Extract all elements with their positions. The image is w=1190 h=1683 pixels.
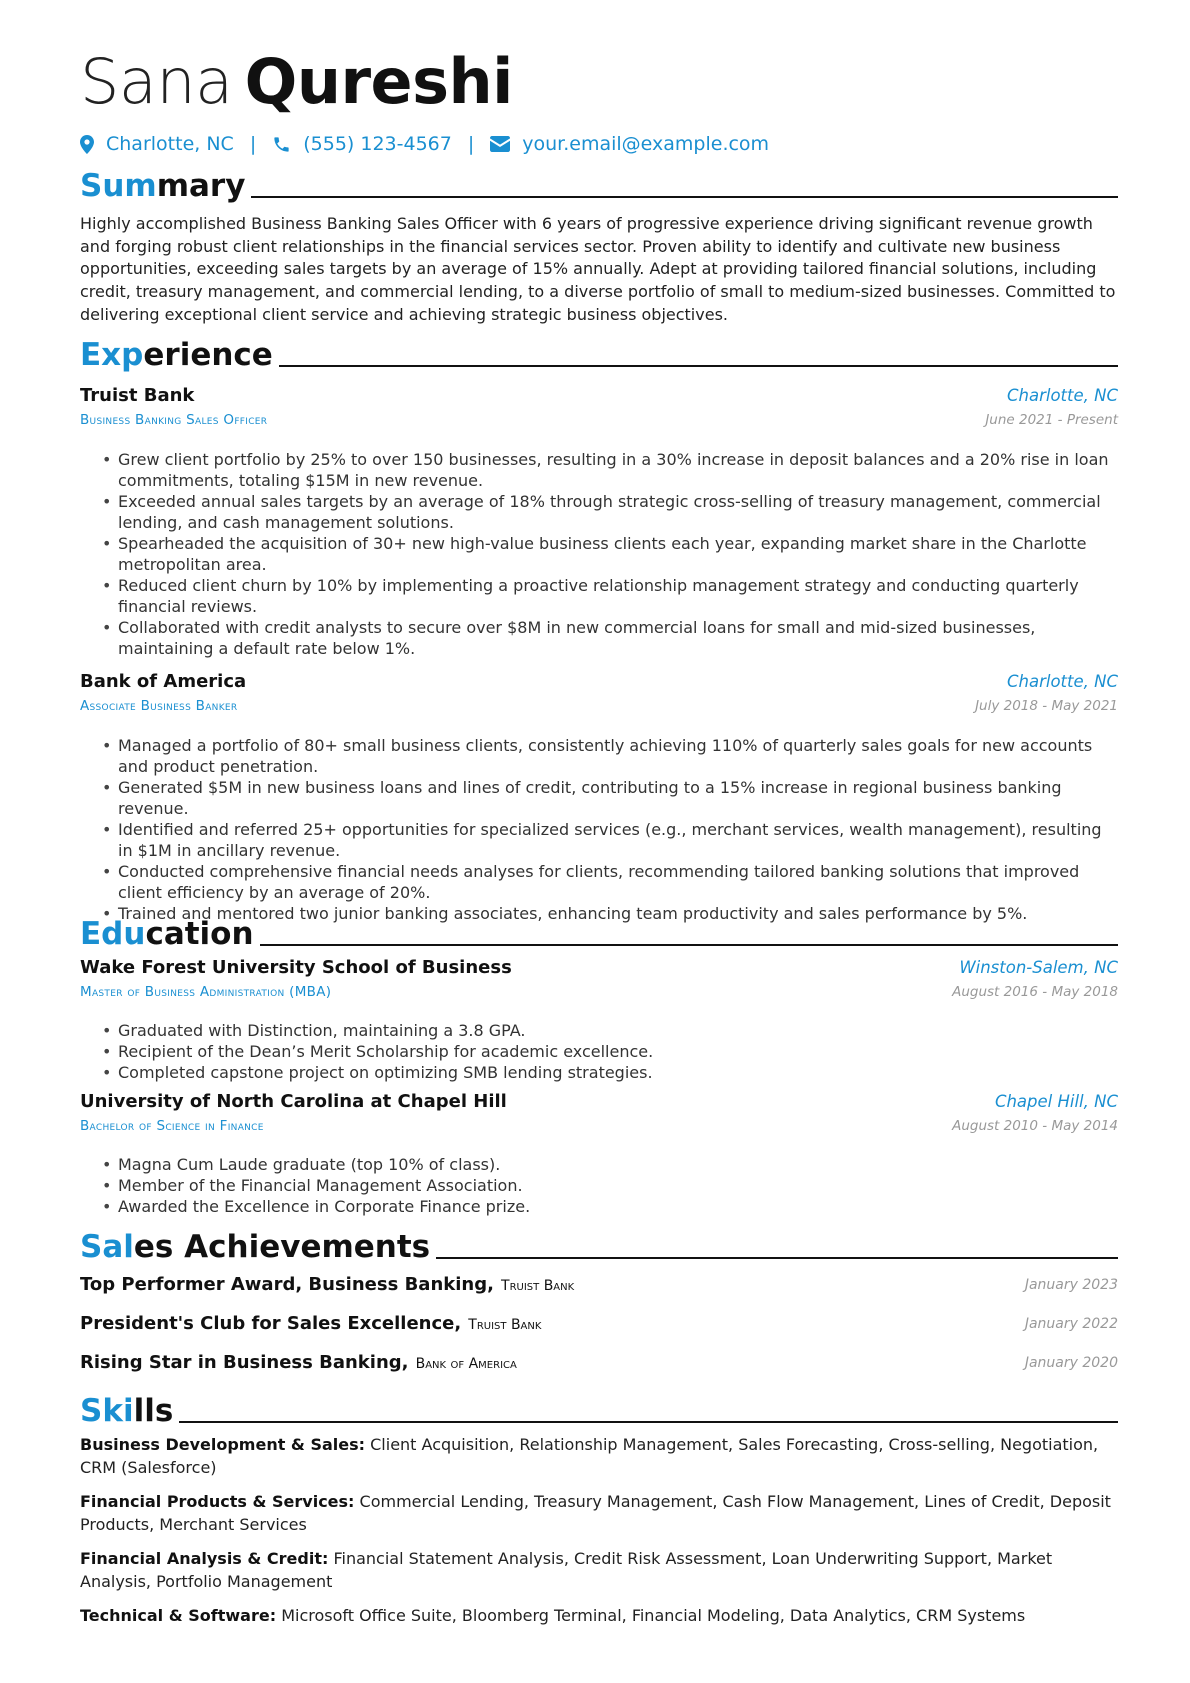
school-location: Winston-Salem, NC: [959, 958, 1118, 977]
phone-text: (555) 123-4567: [303, 133, 452, 155]
education-bullets: [118, 1154, 1118, 1217]
section-education-heading: [80, 912, 1118, 952]
summary-text: Highly accomplished Business Banking Sales Officer with 6 years of progressive experience driving significant revenue growth and forging robust client relationships in the financial services sector. Proven ability to identify and cultivate new business opportunities, exceeding sales targets by an average of 15% annually. Adept at providing tailored financial solutions, including credit, treasury management, and commercial lending, to a diverse portfolio of small to medium-sized businesses. Committed to delivering exceptional client service and achieving strategic business objectives.: [80, 214, 1116, 324]
skill-list: Client Acquisition, Relationship Management, Sales Forecasting, Cross-selling, Negotiation, CRM (Salesforce): [80, 1435, 1099, 1477]
skill-group: [80, 1605, 1118, 1628]
list-item: • Identified and referred 25+ opportunities for specialized services (e.g., merchant services, wealth management), resulting in $1M in ancillary revenue.: [118, 819, 1118, 861]
section-achievements-heading: [80, 1225, 1118, 1265]
achievement-title: Rising Star in Business Banking: [80, 1352, 402, 1373]
skill-list: Financial Statement Analysis, Credit Risk Assessment, Loan Underwriting Support, Market Analysis, Portfolio Management: [80, 1549, 1053, 1591]
list-item: • Member of the Financial Management Association.: [118, 1175, 1118, 1196]
candidate-name: [80, 44, 513, 120]
section-title: Sales Achievements: [80, 1229, 431, 1265]
skill-list: Commercial Lending, Treasury Management, Cash Flow Management, Lines of Credit, Deposit Products, Merchant Services: [80, 1492, 1111, 1534]
job-title: Business Banking Sales Officer: [80, 412, 268, 428]
school-location: Chapel Hill, NC: [994, 1092, 1118, 1111]
achievement-org: Truist Bank: [501, 1278, 575, 1294]
achievement-date: January 2023: [1024, 1277, 1118, 1293]
section-rule: [279, 365, 1118, 367]
list-item: • Generated $5M in new business loans and lines of credit, contributing to a 15% increase in regional business banking revenue.: [118, 777, 1118, 819]
skill-category: Financial Products & Services:: [80, 1492, 355, 1511]
achievement-row: President's Club for Sales Excellence, Truist Bank January 2022: [80, 1313, 1118, 1334]
degree-title: Master of Business Administration (MBA): [80, 984, 332, 1000]
school-name: University of North Carolina at Chapel Hill: [80, 1091, 507, 1112]
phone-icon: [272, 135, 291, 154]
achievement-org: Bank of America: [415, 1356, 517, 1372]
contact-location: [80, 133, 234, 155]
contact-phone[interactable]: [272, 133, 452, 155]
job-location: Charlotte, NC: [1007, 672, 1118, 691]
list-item: • Awarded the Excellence in Corporate Finance prize.: [118, 1196, 1118, 1217]
skill-category: Technical & Software:: [80, 1606, 277, 1625]
section-title: Education: [80, 916, 254, 952]
list-item: • Reduced client churn by 10% by implementing a proactive relationship management strategy and conducting quarterly financial reviews.: [118, 575, 1118, 617]
list-item: • Collaborated with credit analysts to secure over $8M in new commercial loans for small and mid-sized businesses, maintaining a default rate below 1%.: [118, 617, 1118, 659]
envelope-icon: [490, 136, 510, 152]
section-skills-heading: [80, 1389, 1118, 1429]
list-item: • Grew client portfolio by 25% to over 150 businesses, resulting in a 30% increase in deposit balances and a 20% rise in loan commitments, totaling $15M in new revenue.: [118, 449, 1118, 491]
section-title: Summary: [80, 168, 246, 204]
skill-category: Business Development & Sales:: [80, 1435, 366, 1454]
achievement-date: January 2020: [1024, 1355, 1118, 1371]
email-link[interactable]: your.email@example.com: [522, 133, 770, 155]
list-item: • Graduated with Distinction, maintaining a 3.8 GPA.: [118, 1020, 1118, 1041]
section-rule: [436, 1257, 1118, 1259]
employer-name: Bank of America: [80, 671, 247, 692]
education-bullets: [118, 1020, 1118, 1083]
contact-email[interactable]: [490, 133, 769, 155]
contact-separator: |: [467, 133, 475, 155]
section-title: Skills: [80, 1393, 174, 1429]
degree-title: Bachelor of Science in Finance: [80, 1118, 264, 1134]
job-bullets: [118, 449, 1118, 659]
list-item: • Trained and mentored two junior banking associates, enhancing team productivity and sales performance by 5%.: [118, 903, 1118, 924]
list-item: • Exceeded annual sales targets by an average of 18% through strategic cross-selling of treasury management, commercial lending, and cash management solutions.: [118, 491, 1118, 533]
achievement-date: January 2022: [1024, 1316, 1118, 1332]
school-dates: August 2016 - May 2018: [952, 984, 1118, 1000]
job-location: Charlotte, NC: [1007, 386, 1118, 405]
job-title: Associate Business Banker: [80, 698, 238, 714]
skill-group: [80, 1548, 1118, 1593]
first-name: Sana: [80, 45, 233, 118]
list-item: • Recipient of the Dean’s Merit Scholarship for academic excellence.: [118, 1041, 1118, 1062]
skill-group: [80, 1491, 1118, 1536]
school-dates: August 2010 - May 2014: [952, 1118, 1118, 1134]
achievement-row: Top Performer Award, Business Banking, Truist Bank January 2023: [80, 1274, 1118, 1295]
contact-separator: |: [249, 133, 257, 155]
list-item: • Managed a portfolio of 80+ small business clients, consistently achieving 110% of quarterly sales goals for new accounts and product penetration.: [118, 735, 1118, 777]
achievement-title: Top Performer Award, Business Banking: [80, 1274, 488, 1295]
school-name: Wake Forest University School of Business: [80, 957, 512, 978]
contact-bar: [80, 133, 769, 155]
section-summary-heading: [80, 164, 1118, 204]
skill-category: Financial Analysis & Credit:: [80, 1549, 329, 1568]
list-item: • Completed capstone project on optimizing SMB lending strategies.: [118, 1062, 1118, 1083]
section-title: Experience: [80, 337, 273, 373]
skill-group: [80, 1434, 1118, 1479]
job-bullets: [118, 735, 1118, 924]
achievement-row: Rising Star in Business Banking, Bank of America January 2020: [80, 1352, 1118, 1373]
achievement-title: President's Club for Sales Excellence: [80, 1313, 455, 1334]
section-experience-heading: [80, 333, 1118, 373]
map-pin-icon: [80, 135, 94, 154]
list-item: • Spearheaded the acquisition of 30+ new high-value business clients each year, expanding market share in the Charlotte metropolitan area.: [118, 533, 1118, 575]
job-dates: July 2018 - May 2021: [975, 698, 1118, 714]
job-dates: June 2021 - Present: [985, 412, 1118, 428]
section-rule: [251, 196, 1118, 198]
list-item: • Magna Cum Laude graduate (top 10% of class).: [118, 1154, 1118, 1175]
list-item: • Conducted comprehensive financial needs analyses for clients, recommending tailored banking solutions that improved client efficiency by an average of 20%.: [118, 861, 1118, 903]
skill-list: Microsoft Office Suite, Bloomberg Terminal, Financial Modeling, Data Analytics, CRM Systems: [281, 1606, 1026, 1625]
achievement-org: Truist Bank: [468, 1317, 542, 1333]
section-rule: [260, 944, 1118, 946]
location-text: Charlotte, NC: [106, 133, 234, 155]
last-name: Qureshi: [244, 45, 513, 118]
section-rule: [179, 1421, 1118, 1423]
employer-name: Truist Bank: [80, 385, 195, 406]
